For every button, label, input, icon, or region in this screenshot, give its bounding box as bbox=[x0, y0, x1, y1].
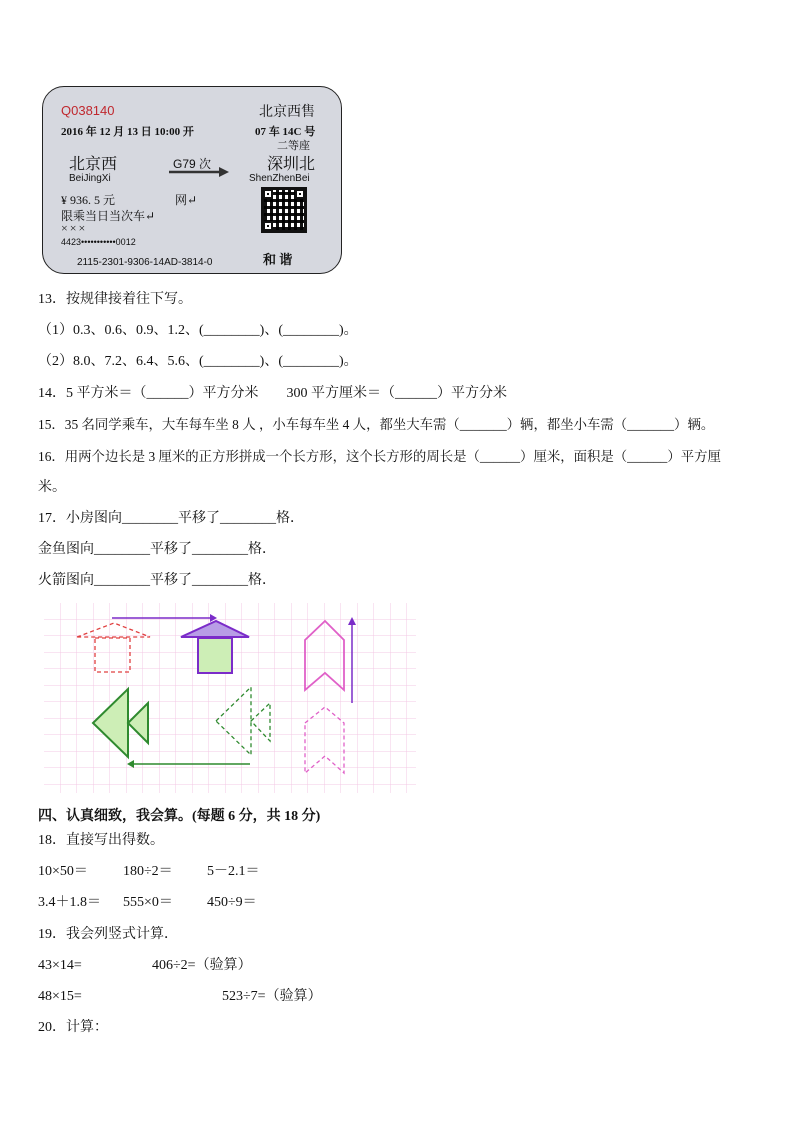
calc-34plus18: 3.4＋1.8＝ bbox=[38, 895, 101, 910]
ticket-to-pinyin: ShenZhenBei bbox=[249, 173, 310, 184]
question-16-cont: 米。 bbox=[38, 480, 66, 495]
calc-10x50: 10×50＝ bbox=[38, 864, 88, 879]
calc-406div2: 406÷2=（验算） bbox=[152, 958, 252, 973]
question-17-house: 17．小房图向________平移了________格． bbox=[38, 511, 304, 526]
ticket-arrow-icon bbox=[169, 167, 229, 177]
question-13: 13．按规律接着往下写。 bbox=[38, 292, 192, 307]
section-4-title: 四、认真细致，我会算。(每题 6 分，共 18 分) bbox=[38, 809, 321, 824]
ticket-sale-point: 北京西售 bbox=[259, 105, 315, 120]
calc-5minus21: 5－2.1＝ bbox=[207, 864, 260, 879]
question-20: 20．计算： bbox=[38, 1020, 108, 1035]
question-15: 15．35 名同学乘车，大车每车坐 8 人 ，小车每车坐 4 人，都坐大车需（_______）辆，都坐小车需（_______）辆。 bbox=[38, 417, 715, 432]
train-ticket bbox=[42, 86, 342, 274]
ticket-seat-class: 二等座 bbox=[277, 140, 310, 152]
ticket-passenger: ××× bbox=[61, 221, 88, 235]
question-17-rocket: 火箭图向________平移了________格． bbox=[38, 573, 276, 588]
calc-450div9: 450÷9＝ bbox=[207, 895, 257, 910]
ticket-channel: 网↵ bbox=[175, 193, 198, 207]
question-13-2: （2）8.0、7.2、6.4、5.6、(________)、(________)。 bbox=[38, 354, 358, 369]
question-13-1: （1）0.3、0.6、0.9、1.2、(________)、(________)。 bbox=[38, 323, 358, 338]
ticket-from-pinyin: BeiJingXi bbox=[69, 173, 111, 184]
calc-48x15: 48×15= bbox=[38, 989, 82, 1004]
question-16: 16．用两个边长是 3 厘米的正方形拼成一个长方形，这个长方形的周长是（______）厘米，面积是（______）平方厘 bbox=[38, 449, 721, 464]
question-17-fish: 金鱼图向________平移了________格． bbox=[38, 542, 276, 557]
calc-555x0: 555×0＝ bbox=[123, 895, 173, 910]
qr-code-icon bbox=[261, 187, 307, 233]
ticket-note: 限乘当日当次车↵ bbox=[61, 209, 156, 223]
ticket-car-seat: 07 车 14C 号 bbox=[255, 126, 316, 138]
question-14: 14．5 平方米＝（______）平方分米 300 平方厘米＝（______）平方分米 bbox=[38, 386, 507, 401]
question-19: 19．我会列竖式计算． bbox=[38, 927, 178, 942]
calc-523div7: 523÷7=（验算） bbox=[222, 989, 322, 1004]
ticket-code: Q038140 bbox=[61, 103, 115, 118]
ticket-date-time: 2016 年 12 月 13 日 10:00 开 bbox=[61, 126, 194, 138]
ticket-from-station: 北京西 bbox=[69, 156, 118, 173]
ticket-price: ¥ 936. 5 元 bbox=[61, 193, 116, 207]
ticket-train-no: G79 次 bbox=[173, 157, 212, 171]
ticket-id-number: 4423•••••••••••0012 bbox=[61, 237, 136, 247]
ticket-brand: 和 谐 bbox=[263, 252, 293, 267]
calc-43x14: 43×14= bbox=[38, 958, 82, 973]
calc-180div2: 180÷2＝ bbox=[123, 864, 173, 879]
ticket-to-station: 深圳北 bbox=[267, 156, 316, 173]
translation-grid-figure bbox=[44, 603, 416, 793]
question-18: 18．直接写出得数。 bbox=[38, 833, 164, 848]
ticket-serial: 2115-2301-9306-14AD-3814-0 bbox=[77, 257, 213, 268]
